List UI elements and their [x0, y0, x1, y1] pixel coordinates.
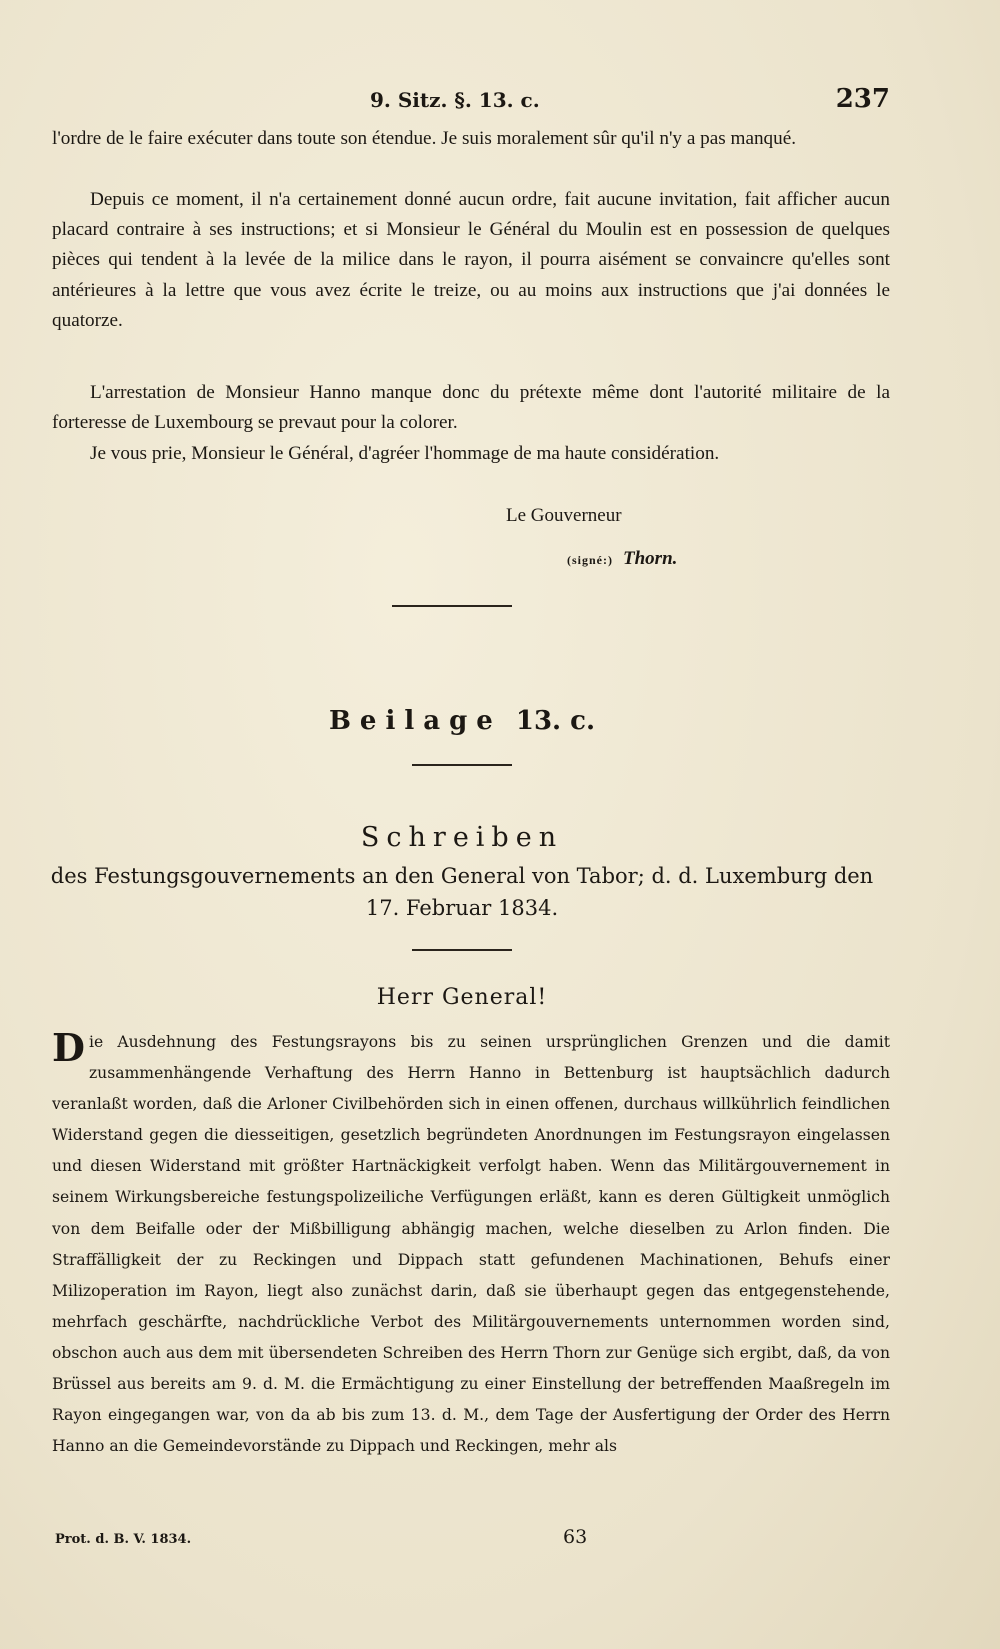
signature-line	[567, 548, 677, 570]
running-head: 9. Sitz. §. 13. c.	[370, 88, 540, 112]
signature-mark: 63	[563, 1526, 588, 1548]
signed-label: (signé:)	[567, 553, 613, 567]
page-header	[60, 84, 890, 120]
section-divider	[412, 949, 512, 951]
letter-title: Schreiben	[360, 822, 564, 853]
letter-subtitle: des Festungsgouvernements an den General von Tabor; d. d. Luxemburg den 17. Februar 1834.	[50, 864, 874, 920]
section-divider	[392, 605, 512, 607]
french-paragraph-4: Je vous prie, Monsieur le Général, d'agréer l'hommage de ma haute considération.	[90, 443, 720, 464]
section-divider	[412, 764, 512, 766]
page-number: 237	[835, 84, 890, 114]
german-body	[52, 1027, 890, 1527]
french-paragraph-1: l'ordre de le faire exécuter dans toute son étendue. Je suis moralement sûr qu'il n'y a pas manqué.	[52, 128, 797, 149]
german-body-text: ie Ausdehnung des Festungsrayons bis zu seinen ursprünglichen Grenzen und die damit zusammenhängende Verhaftung des Herrn Hanno in Bettenburg ist hauptsächlich dadurch veranlaßt worden, daß die Arloner Civilbehörden sich in einen offenen, durchaus willkührlich feindlichen Widerstand gegen die diesseitigen, gesetzlich begründeten Anordnungen im Festungsrayon eingelassen und diesen Widerstand mit größter Hartnäckigkeit verfolgt haben. Wenn das Militärgouvernement in seinem Wirkungsbereiche festungspolizeiliche Verfügungen erläßt, kann es deren Gültigkeit unmöglich von dem Beifalle oder der Mißbilligung abhängig machen, welche dieselben zu Arlon finden. Die Straffälligkeit der zu Reckingen und Dippach statt gefundenen Machinationen, Behufs einer Milizoperation im Rayon, liegt also zunächst darin, daß sie überhaupt gegen das entgegenstehende, mehrfach geschärfte, nachdrückliche Verbot des Militärgouvernements unternommen worden sind, obschon auch aus dem mit übersendeten Schreiben des Herrn Thorn zur Genüge sich ergibt, daß, da von Brüssel aus bereits am 9. d. M. die Ermächtigung zu einer Einstellung der betreffenden Maaßregeln im Rayon eingegangen war, von da ab bis zum 13. d. M., dem Tage der Ausfertigung der Order des Herrn Hanno an die Gemeindevorstände zu Dippach und Reckingen, mehr als	[52, 1033, 890, 1456]
signature-title: Le Gouverneur	[506, 505, 622, 526]
beilage-number: 13. c.	[515, 706, 596, 736]
beilage-label: Beilage	[328, 706, 502, 736]
drop-cap: D	[52, 1025, 85, 1070]
french-paragraph-2: Depuis ce moment, il n'a certainement donné aucun ordre, fait aucune invitation, fait afficher aucun placard contraire à ses instructions; et si Monsieur le Général du Moulin est en possession de quelques pièces qui tendent à la levée de la milice dans le rayon, il pourra aisément se convaincre qu'elles sont antérieures à la lettre que vous avez écrite le treize, ou au moins aux instructions que j'ai données le quatorze.	[52, 189, 890, 331]
french-paragraph-3: L'arrestation de Monsieur Hanno manque donc du prétexte même dont l'autorité militaire de la forteresse de Luxembourg se prevaut pour la colorer.	[52, 382, 890, 434]
signer-name: Thorn.	[623, 548, 678, 569]
footer-reference: Prot. d. B. V. 1834.	[55, 1532, 192, 1547]
beilage-heading	[0, 706, 924, 736]
salutation: Herr General!	[376, 985, 548, 1010]
